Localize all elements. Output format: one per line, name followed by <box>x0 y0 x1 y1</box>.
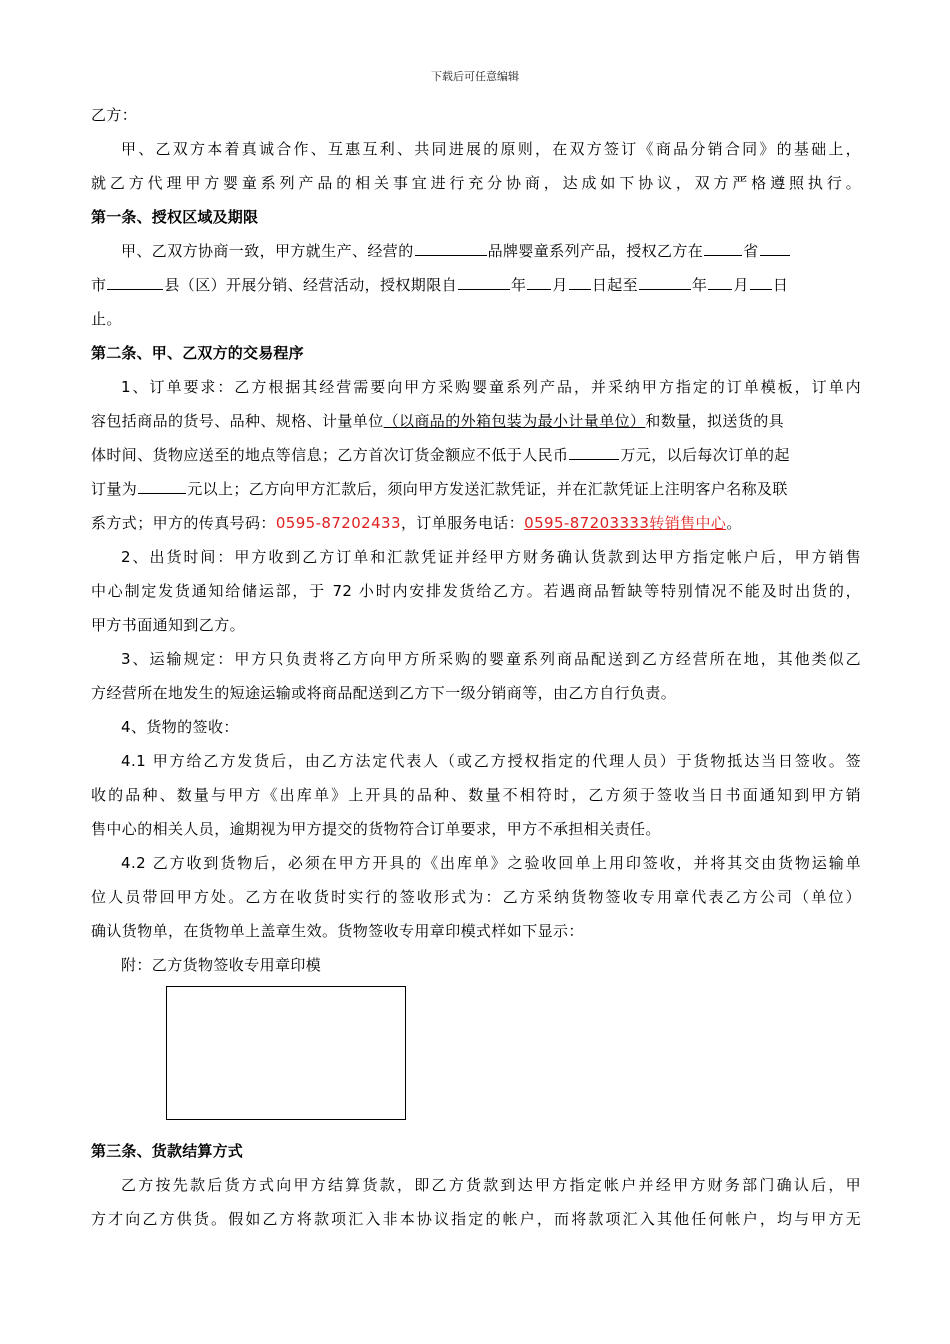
text: 月 <box>733 276 749 294</box>
article-3-title: 第三条、货款结算方式 <box>91 1142 244 1160</box>
text: 容包括商品的货号、品种、规格、计量单位 <box>91 412 384 430</box>
ship-time-line-2: 中心制定发货通知给储运部，于 72 小时内安排发货给乙方。若遇商品暂缺等特别情况不能及时出货的， <box>91 582 861 600</box>
receipt-42-line-3: 确认货物单，在货物单上盖章生效。货物签收专用章印模式样如下显示： <box>91 922 584 940</box>
blank-min-amount[interactable] <box>569 445 619 460</box>
blank-end-month[interactable] <box>708 275 732 290</box>
text: 日 <box>772 276 789 294</box>
blank-city-end[interactable] <box>760 241 790 256</box>
blank-start-year[interactable] <box>458 275 510 290</box>
receipt-41-line-2: 收的品种、数量与甲方《出库单》上开具的品种、数量不相符时，乙方须于签收当日书面通知到甲方销 <box>91 786 861 804</box>
text: 年 <box>692 276 708 294</box>
party-b-label: 乙方： <box>91 106 138 124</box>
article-1-line-1 <box>91 234 861 268</box>
blank-start-month[interactable] <box>527 275 551 290</box>
blank-start-day[interactable] <box>569 275 591 290</box>
service-phone[interactable]: 0595-87203333 <box>524 514 650 532</box>
receipt-42-line-1: 4.2 乙方收到货物后，必须在甲方开具的《出库单》之验收回单上用印签收，并将其交由货物运输单 <box>121 854 861 872</box>
unit-note: （以商品的外箱包装为最小计量单位） <box>383 412 646 430</box>
text: 。 <box>726 514 742 532</box>
text: 年 <box>511 276 527 294</box>
transport-line-1: 3、运输规定：甲方只负责将乙方向甲方所采购的婴童系列商品配送到乙方经营所在地，其他类似乙 <box>121 650 861 668</box>
ship-time-line-1: 2、出货时间：甲方收到乙方订单和汇款凭证并经甲方财务确认货款到达甲方指定帐户后，甲方销售 <box>121 548 861 566</box>
text: 体时间、货物应送至的地点等信息；乙方首次订货金额应不低于人民币 <box>91 446 569 464</box>
text: 日起至 <box>591 276 639 294</box>
order-req-line-5 <box>91 506 861 540</box>
text: 省 <box>743 242 759 260</box>
intro-line-1: 甲、乙双方本着真诚合作、互惠互利、共同进展的原则，在双方签订《商品分销合同》的基础上， <box>121 140 861 158</box>
order-req-line-3 <box>91 438 861 472</box>
order-req-line-1: 1、订单要求：乙方根据其经营需要向甲方采购婴童系列产品，并采纳甲方指定的订单模板，订单内 <box>121 378 861 396</box>
text: 和数量，拟送货的具 <box>645 412 785 430</box>
article-2-title: 第二条、甲、乙双方的交易程序 <box>91 344 304 362</box>
article-1-title: 第一条、授权区域及期限 <box>91 208 259 226</box>
blank-city[interactable] <box>107 275 163 290</box>
header-note: 下载后可任意编辑 <box>431 70 519 83</box>
blank-order-min[interactable] <box>138 479 186 494</box>
text: 品牌婴童系列产品，授权乙方在 <box>487 242 704 260</box>
service-phone-suffix: 转销售中心 <box>649 514 727 532</box>
text: 县（区）开展分销、经营活动，授权期限自 <box>164 276 458 294</box>
article-1-line-3: 止。 <box>91 310 122 328</box>
receipt-41-line-1: 4.1 甲方给乙方发货后，由乙方法定代表人（或乙方授权指定的代理人员）于货物抵达当日签收。签 <box>121 752 861 770</box>
order-req-line-4 <box>91 472 861 506</box>
attachment-label: 附：乙方货物签收专用章印模 <box>121 956 322 974</box>
article-3-line-2: 方才向乙方供货。假如乙方将款项汇入非本协议指定的帐户，而将款项汇入其他任何帐户，均与甲方无 <box>91 1210 861 1228</box>
text: ，订单服务电话： <box>400 514 525 532</box>
text: 甲、乙双方协商一致，甲方就生产、经营的 <box>121 242 414 260</box>
seal-impression-box <box>166 986 406 1120</box>
transport-line-2: 方经营所在地发生的短途运输或将商品配送到乙方下一级分销商等，由乙方自行负责。 <box>91 684 677 702</box>
fax-number: 0595-87202433 <box>275 514 401 532</box>
text: 元以上；乙方向甲方汇款后，须向甲方发送汇款凭证，并在汇款凭证上注明客户名称及联 <box>187 480 788 498</box>
text: 万元，以后每次订单的起 <box>620 446 790 464</box>
order-req-line-2 <box>91 404 861 438</box>
blank-end-day[interactable] <box>750 275 772 290</box>
receipt-42-line-2: 位人员带回甲方处。乙方在收货时实行的签收形式为：乙方采纳货物签收专用章代表乙方公司（单位） <box>91 888 861 906</box>
blank-brand[interactable] <box>415 241 487 256</box>
blank-province[interactable] <box>704 241 742 256</box>
article-1-line-2 <box>91 268 861 302</box>
text: 市 <box>91 276 107 294</box>
receipt-title: 4、货物的签收： <box>121 718 239 736</box>
text: 系方式；甲方的传真号码： <box>91 514 276 532</box>
receipt-41-line-3: 售中心的相关人员，逾期视为甲方提交的货物符合订单要求，甲方不承担相关责任。 <box>91 820 661 838</box>
blank-end-year[interactable] <box>639 275 691 290</box>
text: 订量为 <box>91 480 138 498</box>
ship-time-line-3: 甲方书面通知到乙方。 <box>91 616 246 634</box>
intro-line-2: 就乙方代理甲方婴童系列产品的相关事宜进行充分协商，达成如下协议，双方严格遵照执行。 <box>91 174 861 192</box>
article-3-line-1: 乙方按先款后货方式向甲方结算货款，即乙方货款到达甲方指定帐户并经甲方财务部门确认后，甲 <box>121 1176 861 1194</box>
text: 月 <box>552 276 568 294</box>
